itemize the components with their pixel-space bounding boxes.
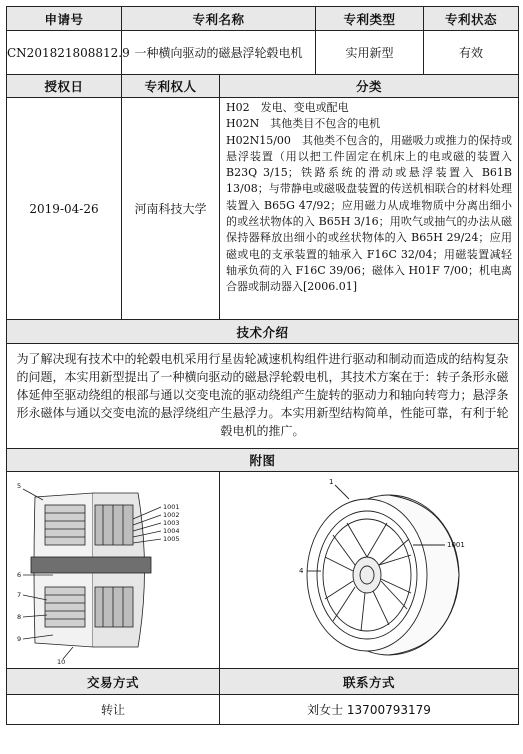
- classification-line: H02 发电、变电或配电: [226, 101, 349, 114]
- wheel-drawing: [239, 475, 499, 665]
- header-contact: 联系方式: [220, 669, 519, 695]
- figure-right-cell: [220, 472, 519, 669]
- callout-label: 9: [17, 635, 22, 643]
- classification-text: [220, 98, 519, 320]
- callout-label: 6: [17, 571, 22, 579]
- value-patent-status: 有效: [424, 31, 519, 75]
- header-tech-intro: 技术介绍: [7, 320, 519, 344]
- callout-label: 7: [17, 591, 22, 599]
- callout-label: 4: [299, 567, 304, 575]
- header-figure: 附图: [7, 449, 519, 472]
- header-owner: 专利权人: [122, 75, 220, 98]
- value-grant-date: 2019-04-26: [7, 98, 122, 320]
- header-patent-title: 专利名称: [122, 7, 316, 31]
- value-trade-method: 转让: [7, 695, 220, 725]
- value-owner: 河南科技大学: [122, 98, 220, 320]
- value-app-no: CN201821808812.9: [7, 31, 122, 75]
- patent-record-sheet: [6, 6, 518, 725]
- header-app-no: 申请号: [7, 7, 122, 31]
- header-trade-method: 交易方式: [7, 669, 220, 695]
- patent-record-table: [6, 6, 519, 725]
- callout-label: 1004: [163, 527, 180, 535]
- header-patent-status: 专利状态: [424, 7, 519, 31]
- value-contact: 刘女士 13700793179: [220, 695, 519, 725]
- header-patent-type: 专利类型: [316, 7, 424, 31]
- callout-label: 10: [57, 658, 66, 665]
- value-patent-type: 实用新型: [316, 31, 424, 75]
- header-grant-date: 授权日: [7, 75, 122, 98]
- abstract-text: 为了解决现有技术中的轮毂电机采用行星齿轮减速机构组件进行驱动和制动而造成的结构复杂的问题，本实用新型提出了一种横向驱动的磁悬浮轮毂电机，其技术方案在于：转子条形永磁体延伸至驱动绕组的根部与通以交变电流的驱动绕组产生旋转的驱动力和轴向转弯力；悬浮条形永磁体与通以交变电流的悬浮绕组产生悬浮力。本实用新型结构简单，性能可靠，有利于轮毂电机的推广。: [7, 344, 519, 449]
- header-classification: 分类: [220, 75, 519, 98]
- figure-left-cell: [7, 472, 220, 669]
- classification-line: H02N 其他类目不包含的电机: [226, 117, 381, 131]
- callout-label: 8: [17, 613, 22, 621]
- callout-label: 1002: [163, 511, 180, 519]
- cross-section-drawing: [13, 475, 213, 665]
- callout-label: 1005: [163, 535, 180, 543]
- value-patent-title: 一种横向驱动的磁悬浮轮毂电机: [122, 31, 316, 75]
- callout-label: 1001: [447, 541, 465, 549]
- callout-label: 1: [329, 478, 334, 486]
- callout-label: 5: [17, 482, 22, 490]
- classification-line: H02N15/00 其他类不包含的，用磁吸力或推力的保持或悬浮装置（用以把工件固定在机床上的电或磁的装置入 B23Q 3/15；铁路系统的滑动或悬浮装置入 B61B 13/08；与带静电或磁吸盘装置的传送机相联合的材料处理装置入 B65G 47/92；应用磁力从成堆物质中分离出细小的或丝状物体的入 B65H 3/16；用吹气或抽气的办法从磁保持器释放出细小的或丝状物体的入 B65H 29/24；应用磁或电的支承装置的轴承入 F16C 32/04；用磁装置减轻轴承负荷的入 F16C 39/06；磁体入 H01F 7/00；机电离合器或制动器入[2006.01]: [226, 133, 513, 294]
- callout-label: 1003: [163, 519, 180, 527]
- callout-label: 1001: [163, 503, 180, 511]
